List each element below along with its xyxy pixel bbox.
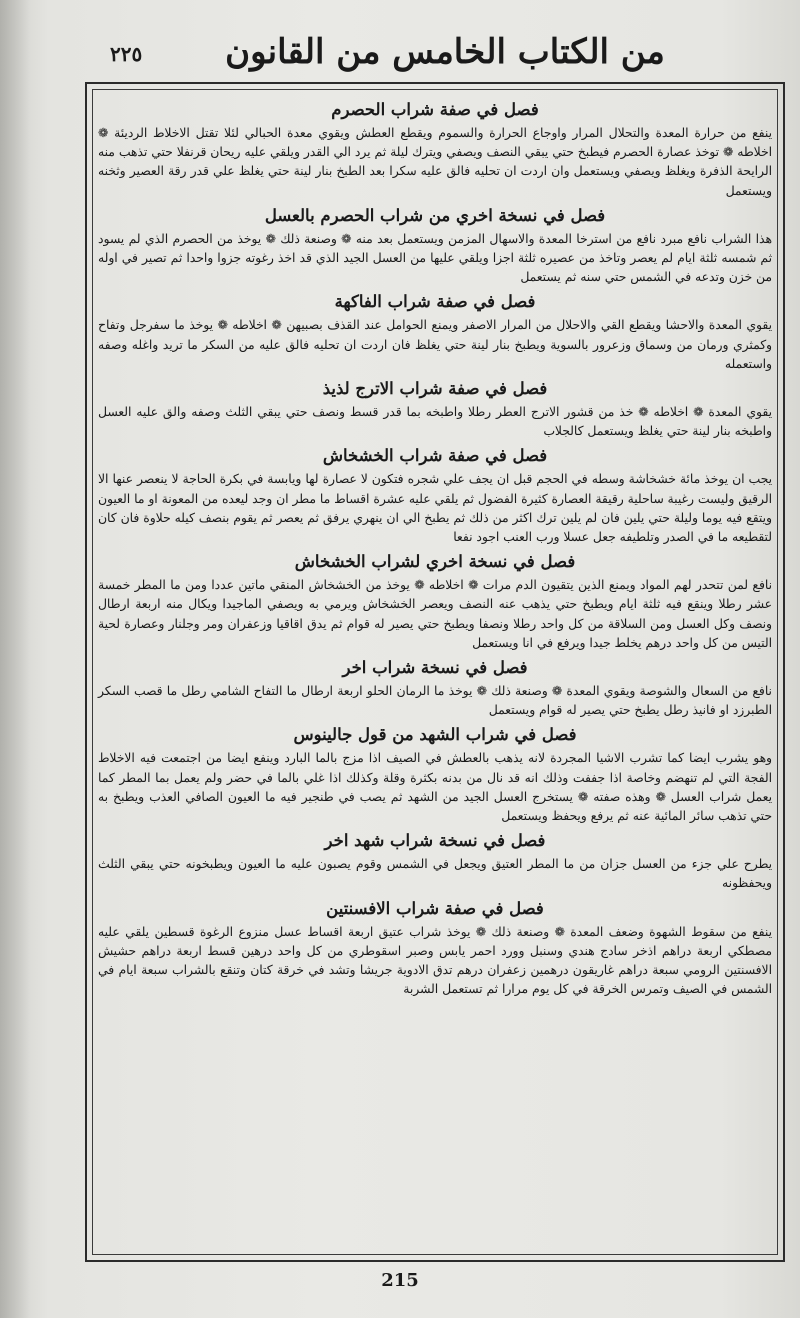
section-body: يقوي المعدة والاحشا ويقطع القي والاحلال من المرار الاصفر ويمنع الحوامل عند القذف بصبيهن ❁ اخلاطه ❁ يوخذ ما سفرجل وتفاح وكمثري ورمان من وسماق وزعرور بالسوية ويطبخ بنار لينة حتي يغلظ فان اردت ان تحليه فالق عليه من السكر ما تريد واغله وصفه واستعمله bbox=[98, 318, 772, 371]
section-title: فصل في صفة شراب الحصرم bbox=[331, 100, 539, 119]
header-page-number: ٢٢٥ bbox=[110, 42, 143, 66]
section-title: فصل في صفة شراب الافسنتين bbox=[326, 898, 544, 918]
section bbox=[96, 830, 774, 893]
section-title: فصل في نسخة شراب اخر bbox=[342, 658, 528, 678]
section-title: فصل في نسخة اخري لشراب الخشخاش bbox=[294, 552, 576, 572]
section-body: يجب ان يوخذ مائة خشخاشة وسطه في الحجم قبل ان يجف علي شجره فتكون لا عصارة لها ويابسة في بكرة الحاجة لا ينعصر عنها الا الرقيق وليست رغيبة ساحلية رقيقة العصارة كثيرة الفضول ثم يلقي عليه عشرة اقساط ما مطر ان وجد ليعده من المعونة او ما العيون ويتقع فيه يوما وليلة حتي يلين فان لم يلين ترك اكثر من ذلك ثم يطبخ الي ان ينهري يرفق ثم يعصر ثم يقوم بنصف كيله حلاوة فان كان لتقطيعه ما في الصدر وتلطيفه جعل عسلا ورب العنب اجود نفعا bbox=[98, 472, 772, 545]
section-body: يقوي المعدة ❁ اخلاطه ❁ خذ من قشور الاترج العطر رطلا واطبخه بما قدر قسط ونصف حتي يبقي الثلث وصفه والق عليه العسل واطبخه بنار لينة حتي يغلظ ويستعمل كالجلاب bbox=[98, 405, 772, 439]
running-header bbox=[85, 18, 785, 80]
footer-page-number: 215 bbox=[381, 1270, 419, 1291]
section bbox=[96, 898, 774, 1000]
section bbox=[96, 724, 774, 826]
section bbox=[96, 99, 774, 201]
section-title: فصل في شراب الشهد من قول جالينوس bbox=[293, 725, 577, 745]
section bbox=[96, 378, 774, 441]
page-gutter-shadow bbox=[0, 0, 30, 1318]
section bbox=[96, 445, 774, 547]
section-body: ينفع من حرارة المعدة والتحلال المرار واوجاع الحرارة والسموم ويقطع العطش ويقوي معدة الحبالي لئلا تقتل الاخلاط الرديئة ❁ اخلاطه ❁ توخذ عصارة الحصرم فيطبخ حتي يبقي النصف ويصفي ويترك ليلة ثم يرد الي القدر ويلقي عليه ريحان قرنفلا حتي تذهب منه الرايحة الذفرة ويغلظ ويصفي ويستعمل وان اردت ان تحليه فالق عليه سكرا بعد الطبخ بنار لينة حتي يغلظ علي قدر رقة العصير وثخنه ويستعمل bbox=[98, 126, 772, 198]
section-body: وهو يشرب ايضا كما تشرب الاشيا المجردة لانه يذهب بالعطش في الصيف اذا مزج بالما البارد وينفع ايضا من اجتمعت فيه الاخلاط الفجة التي لم تنهضم وخاصة اذا جففت وذلك انه قد نال من بدنه بكثرة وقلة وكذلك اذا غلي بالما في حضر ولم يعمل بما المطر كما يعمل شراب العسل ❁ وهذه صفته ❁ يستخرج العسل الجيد من الشهد ثم يصب في طنجير فيه ما العيون الصافي العذب ويطبخ به حتي تذهب سائر المائية عنه ثم يرفع ويحفظ ويستعمل bbox=[98, 751, 772, 824]
section bbox=[96, 657, 774, 720]
section-body: ينفع من سقوط الشهوة وضعف المعدة ❁ وصنعة ذلك ❁ يوخذ شراب عتيق اربعة اقساط عسل منزوع الرغوة قسطين يلقي عليه مصطكي اربعة دراهم اذخر سادج هندي وسنبل وورد احمر يابس وصبر اسقوطري من كل واحد درهين قسط اربعة دراهم حشيش الافسنتين الرومي سبعة دراهم غاريقون درهمين زعفران درهم تدق الادوية جريشا وتشد في خرقة كتان وتنقع بالشراب سبعة ايام في الشمس في الصيف وتمرس الخرقة في كل يوم مرارا ثم تستعمل الشربة bbox=[98, 924, 772, 997]
section bbox=[96, 551, 774, 653]
section-title: فصل في نسخة اخري من شراب الحصرم بالعسل bbox=[264, 205, 606, 225]
section-body: يطرح علي جزء من العسل جزان من ما المطر العتيق ويجعل في الشمس وقوم يصبون عليه ما العيون ويطبخونه حتي يبقي الثلث ويحفظونه bbox=[98, 857, 772, 891]
section bbox=[96, 205, 774, 288]
section-title: فصل في نسخة شراب شهد اخر bbox=[324, 831, 546, 851]
section bbox=[96, 291, 774, 374]
section-title: فصل في صفة شراب الاترج لذيذ bbox=[322, 379, 548, 399]
running-title: من الكتاب الخامس من القانون bbox=[225, 32, 665, 72]
section-body: نافع من السعال والشوصة ويقوي المعدة ❁ وصنعة ذلك ❁ يوخذ ما الرمان الحلو اربعة ارطال ما التفاح الشامي رطل ما قصب السكر الطبرزد او فانيذ رطل يطبخ حتي يصير له قوام ويستعمل bbox=[98, 684, 772, 718]
section-title: فصل في صفة شراب الفاكهة bbox=[334, 292, 536, 312]
section-body: نافع لمن تتحدر لهم المواد ويمنع الذين يتقيون الدم مرات ❁ اخلاطه ❁ يوخذ من الخشخاش المنقي ماتين عددا ومن ما المطر خمسة عشر رطلا وينقع فيه ثلثة ايام ويطبخ حتي يذهب عنه النصف ويعصر الخشخاش ويرمي به ويصفي الماجيدا ويكال منه اربعة ارطال ونصف وكل العسل ومن السلاقة من كل واحد رطلا ونصفا ويطبخ حتي يصير له قوام ثم يدق اقاقيا وزعفران ومر وجلنار وعصارة لحية التيس من كل واحد درهم يخلط جيدا ويرفع في انا ويستعمل bbox=[98, 578, 772, 650]
section-title: فصل في صفة شراب الخشخاش bbox=[322, 446, 548, 466]
page-content bbox=[96, 95, 774, 1250]
section-body: هذا الشراب نافع مبرد نافع من استرخا المعدة والاسهال المزمن ويستعمل بعد منه ❁ وصنعة ذلك ❁ يوخذ من الحصرم الذي لم يسود ثم شمسه ثلثة ايام لم يعصر وتاخذ من عصيره ثلثة اجزا ويلقي عليها من العسل الجيد الذي قد اخذ رغوته جزوا واحدا ثم تصير في اوله من خزن وتدعه في الشمس حتي سنه ثم يستعمل bbox=[98, 231, 772, 285]
